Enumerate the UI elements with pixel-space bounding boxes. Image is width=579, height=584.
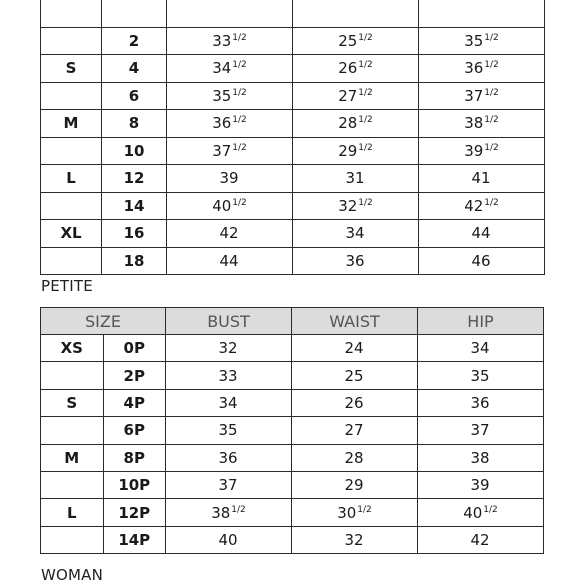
header-waist: WAIST (292, 308, 418, 335)
waist-cell-value: 28 (338, 114, 358, 133)
letter-size-cell-value: XL (60, 224, 82, 243)
table-row (41, 192, 545, 220)
bust-cell-value: 33 (218, 366, 238, 385)
hip-cell-value: 40 (463, 503, 483, 522)
numeric-size-cell (103, 389, 166, 416)
letter-size-cell (41, 335, 104, 362)
waist-cell (293, 27, 419, 55)
hip-cell-fraction: 1/2 (484, 115, 499, 126)
hip-cell (419, 110, 545, 138)
numeric-size-cell-value: 10P (118, 476, 151, 495)
numeric-size-cell-value: 16 (123, 224, 145, 243)
waist-cell (293, 165, 419, 193)
numeric-size-cell-value: 18 (123, 251, 145, 270)
numeric-size-cell-value: 4P (123, 393, 145, 412)
waist-cell (292, 471, 418, 498)
bust-cell (167, 165, 293, 193)
numeric-size-cell-value: 6P (123, 421, 145, 440)
waist-cell (293, 192, 419, 220)
hip-cell-value: 35 (464, 31, 484, 50)
letter-size-cell-value: L (66, 169, 76, 188)
letter-size-cell-value: S (66, 393, 78, 412)
bust-cell-fraction: 1/2 (232, 60, 247, 71)
bust-cell-fraction: 1/2 (232, 197, 247, 208)
header-hip: HIP (418, 308, 544, 335)
bust-cell-value: 40 (218, 530, 238, 549)
numeric-size-cell-value: 8 (128, 114, 140, 133)
bust-cell (167, 192, 293, 220)
waist-cell (293, 55, 419, 83)
bust-cell-fraction: 1/2 (232, 32, 247, 43)
hip-cell-fraction: 1/2 (484, 142, 499, 153)
numeric-size-cell (103, 362, 166, 389)
waist-cell (292, 499, 418, 526)
bust-cell (166, 335, 292, 362)
waist-cell-value: 24 (344, 339, 364, 358)
hip-cell-value: 38 (470, 448, 490, 467)
waist-cell-value: 25 (344, 366, 364, 385)
petite-header-row (41, 308, 544, 335)
waist-cell-fraction: 1/2 (358, 32, 373, 43)
letter-size-cell (41, 247, 102, 275)
waist-cell (293, 0, 419, 27)
bust-cell-fraction: 1/2 (232, 142, 247, 153)
numeric-size-cell (102, 110, 167, 138)
bust-cell-value: 36 (212, 114, 232, 133)
hip-cell-fraction: 1/2 (484, 32, 499, 43)
hip-cell-value: 37 (470, 421, 490, 440)
numeric-size-cell-value: 12P (118, 503, 151, 522)
waist-cell-value: 32 (344, 530, 364, 549)
letter-size-cell (41, 444, 104, 471)
header-bust: BUST (166, 308, 292, 335)
bust-cell (167, 27, 293, 55)
waist-cell-value: 36 (345, 251, 365, 270)
numeric-size-cell (103, 417, 166, 444)
bust-cell (166, 362, 292, 389)
letter-size-cell (41, 27, 102, 55)
waist-cell-value: 32 (338, 196, 358, 215)
numeric-size-cell (102, 0, 167, 27)
hip-cell-fraction: 1/2 (484, 197, 499, 208)
letter-size-cell-value: XS (60, 339, 83, 358)
hip-cell (418, 417, 544, 444)
waist-cell (292, 417, 418, 444)
table-row (41, 110, 545, 138)
table-row (41, 247, 545, 275)
hip-cell-fraction: 1/2 (484, 87, 499, 98)
waist-cell-value: 28 (344, 448, 364, 467)
woman-section-label: WOMAN (41, 566, 104, 584)
letter-size-cell (41, 417, 104, 444)
table-row (41, 27, 545, 55)
letter-size-cell-value: S (65, 59, 77, 78)
hip-cell (418, 526, 544, 553)
table-row (41, 335, 544, 362)
hip-cell (419, 137, 545, 165)
bust-cell-value: 37 (212, 141, 232, 160)
hip-cell (419, 55, 545, 83)
waist-cell-fraction: 1/2 (358, 115, 373, 126)
bust-cell (167, 137, 293, 165)
numeric-size-cell-value: 4 (128, 59, 140, 78)
hip-cell-fraction: 1/2 (484, 60, 499, 71)
numeric-size-cell-value: 0P (123, 339, 145, 358)
numeric-size-cell (102, 82, 167, 110)
waist-cell-value: 34 (345, 224, 365, 243)
waist-cell (293, 137, 419, 165)
hip-cell-value: 42 (470, 530, 490, 549)
hip-cell (419, 247, 545, 275)
letter-size-cell (41, 471, 104, 498)
hip-cell (419, 0, 545, 27)
hip-cell-value: 36 (464, 59, 484, 78)
numeric-size-cell (102, 165, 167, 193)
table-row (41, 82, 545, 110)
hip-cell-value: 41 (471, 169, 491, 188)
letter-size-cell (41, 389, 104, 416)
bust-cell-value: 35 (218, 421, 238, 440)
numeric-size-cell-value: 2 (128, 31, 140, 50)
hip-cell (418, 389, 544, 416)
bust-cell (166, 526, 292, 553)
table-row (41, 362, 544, 389)
numeric-size-cell-value: 10 (123, 141, 145, 160)
letter-size-cell (41, 362, 104, 389)
table-row (41, 389, 544, 416)
hip-cell (418, 335, 544, 362)
waist-cell-value: 25 (338, 31, 358, 50)
bust-cell-value: 35 (212, 86, 232, 105)
numeric-size-cell (103, 335, 166, 362)
hip-cell (418, 499, 544, 526)
bust-cell-value: 37 (218, 476, 238, 495)
hip-cell (419, 165, 545, 193)
letter-size-cell (41, 192, 102, 220)
numeric-size-cell-value: 14 (123, 196, 145, 215)
numeric-size-cell-value: 14P (118, 530, 151, 549)
hip-cell (419, 82, 545, 110)
waist-cell-value: 29 (344, 476, 364, 495)
hip-cell (418, 471, 544, 498)
letter-size-cell-value: M (64, 448, 80, 467)
numeric-size-cell (102, 220, 167, 248)
waist-cell (293, 110, 419, 138)
waist-cell-value: 26 (338, 59, 358, 78)
letter-size-cell (41, 137, 102, 165)
table-row (41, 137, 545, 165)
letter-size-cell (41, 0, 102, 27)
size-chart-body (41, 0, 545, 275)
numeric-size-cell (102, 27, 167, 55)
table-row (41, 471, 544, 498)
waist-cell-value: 29 (338, 141, 358, 160)
hip-cell-value: 34 (470, 339, 490, 358)
hip-cell-value: 44 (471, 224, 491, 243)
waist-cell-fraction: 1/2 (358, 87, 373, 98)
waist-cell (292, 526, 418, 553)
waist-cell-fraction: 1/2 (358, 142, 373, 153)
table-row (41, 220, 545, 248)
waist-cell-value: 27 (338, 86, 358, 105)
table-row (41, 444, 544, 471)
waist-cell-fraction: 1/2 (358, 197, 373, 208)
table-row (41, 0, 545, 27)
bust-cell (167, 55, 293, 83)
bust-cell (167, 110, 293, 138)
letter-size-cell (41, 165, 102, 193)
table-row (41, 55, 545, 83)
hip-cell-value: 38 (464, 114, 484, 133)
hip-cell-value: 42 (464, 196, 484, 215)
hip-cell (419, 27, 545, 55)
bust-cell (166, 499, 292, 526)
waist-cell-value: 30 (337, 503, 357, 522)
waist-cell (293, 247, 419, 275)
letter-size-cell (41, 82, 102, 110)
bust-cell-value: 34 (212, 59, 232, 78)
letter-size-cell (41, 220, 102, 248)
letter-size-cell (41, 110, 102, 138)
bust-cell-value: 36 (218, 448, 238, 467)
waist-cell-value: 27 (344, 421, 364, 440)
letter-size-cell-value: M (63, 114, 79, 133)
numeric-size-cell-value: 6 (128, 86, 140, 105)
waist-cell (292, 444, 418, 471)
waist-cell-fraction: 1/2 (357, 504, 372, 515)
table-row (41, 526, 544, 553)
waist-cell-value: 31 (345, 169, 365, 188)
letter-size-cell (41, 499, 104, 526)
hip-cell-value: 46 (471, 251, 491, 270)
bust-cell-fraction: 1/2 (232, 87, 247, 98)
letter-size-cell (41, 526, 104, 553)
hip-cell (418, 444, 544, 471)
table-row (41, 165, 545, 193)
numeric-size-cell (102, 247, 167, 275)
table-row (41, 417, 544, 444)
petite-size-table (40, 307, 544, 554)
size-chart-table (40, 0, 545, 275)
numeric-size-cell (103, 471, 166, 498)
waist-cell (292, 335, 418, 362)
bust-cell-value: 38 (211, 503, 231, 522)
hip-cell-value: 36 (470, 393, 490, 412)
petite-size-body (41, 335, 544, 554)
bust-cell (167, 0, 293, 27)
bust-cell (166, 417, 292, 444)
waist-cell (292, 389, 418, 416)
table-row (41, 499, 544, 526)
waist-cell-value: 26 (344, 393, 364, 412)
petite-section-label: PETITE (41, 277, 93, 295)
bust-cell-value: 33 (212, 31, 232, 50)
hip-cell-value: 37 (464, 86, 484, 105)
hip-cell-value: 35 (470, 366, 490, 385)
bust-cell (166, 444, 292, 471)
waist-cell-fraction: 1/2 (358, 60, 373, 71)
bust-cell-value: 40 (212, 196, 232, 215)
letter-size-cell-value: L (66, 503, 77, 522)
numeric-size-cell-value: 8P (123, 448, 145, 467)
bust-cell-value: 44 (219, 251, 239, 270)
numeric-size-cell (102, 137, 167, 165)
hip-cell (419, 220, 545, 248)
numeric-size-cell (103, 444, 166, 471)
header-size: SIZE (41, 308, 166, 335)
numeric-size-cell (102, 192, 167, 220)
hip-cell-value: 39 (470, 476, 490, 495)
numeric-size-cell-value: 12 (123, 169, 145, 188)
numeric-size-cell (103, 526, 166, 553)
bust-cell-fraction: 1/2 (232, 115, 247, 126)
bust-cell-value: 34 (218, 393, 238, 412)
bust-cell (167, 220, 293, 248)
numeric-size-cell-value: 2P (123, 366, 145, 385)
numeric-size-cell (103, 499, 166, 526)
hip-cell-value: 39 (464, 141, 484, 160)
waist-cell (293, 82, 419, 110)
hip-cell (419, 192, 545, 220)
bust-cell (166, 389, 292, 416)
hip-cell (418, 362, 544, 389)
bust-cell (167, 247, 293, 275)
bust-cell-fraction: 1/2 (231, 504, 246, 515)
bust-cell-value: 42 (219, 224, 239, 243)
hip-cell-fraction: 1/2 (483, 504, 498, 515)
bust-cell-value: 32 (218, 339, 238, 358)
numeric-size-cell (102, 55, 167, 83)
bust-cell (167, 82, 293, 110)
waist-cell (293, 220, 419, 248)
bust-cell (166, 471, 292, 498)
letter-size-cell (41, 55, 102, 83)
bust-cell-value: 39 (219, 169, 239, 188)
waist-cell (292, 362, 418, 389)
